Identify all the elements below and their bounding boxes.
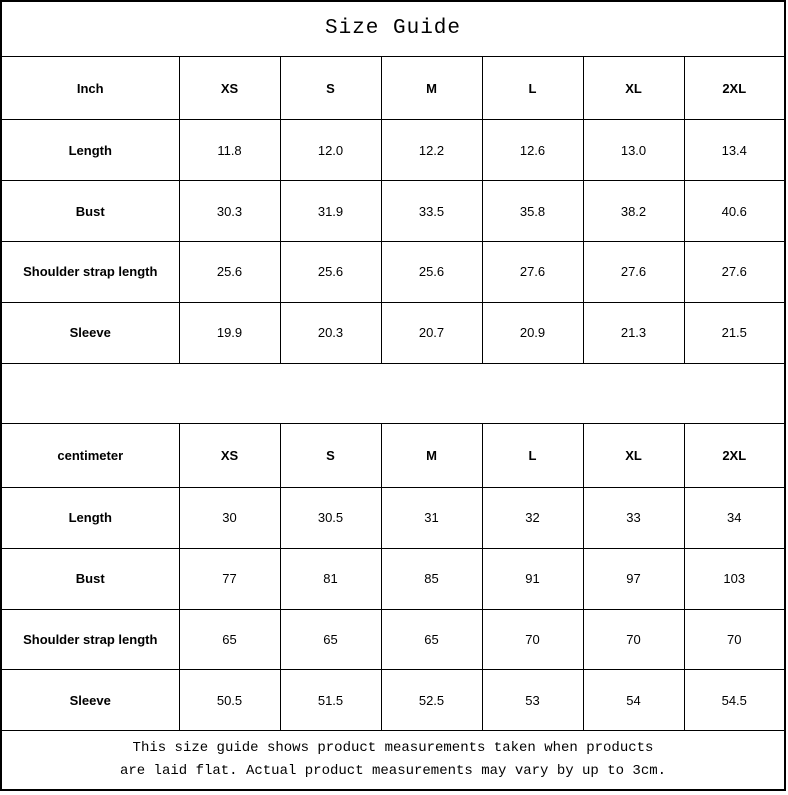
table-row-cm-shoulder-strap [1, 609, 785, 670]
value-cell: 27.6 [684, 242, 785, 303]
measure-label: Bust [1, 181, 179, 242]
size-header-xs: XS [179, 56, 280, 120]
value-cell: 70 [482, 609, 583, 670]
unit-header-inch: Inch [1, 56, 179, 120]
value-cell: 25.6 [179, 242, 280, 303]
value-cell: 97 [583, 548, 684, 609]
value-cell: 20.3 [280, 302, 381, 363]
value-cell: 77 [179, 548, 280, 609]
table-row-inch-length [1, 120, 785, 181]
value-cell: 27.6 [482, 242, 583, 303]
measure-label: Length [1, 120, 179, 181]
spacer-row [1, 363, 785, 424]
spacer-cell [1, 363, 785, 424]
page-title: Size Guide [1, 1, 785, 56]
size-header-l: L [482, 424, 583, 488]
measure-label: Bust [1, 548, 179, 609]
value-cell: 50.5 [179, 670, 280, 731]
value-cell: 11.8 [179, 120, 280, 181]
unit-header-centimeter: centimeter [1, 424, 179, 488]
value-cell: 54 [583, 670, 684, 731]
size-header-2xl: 2XL [684, 56, 785, 120]
value-cell: 33.5 [381, 181, 482, 242]
size-header-xs: XS [179, 424, 280, 488]
value-cell: 20.9 [482, 302, 583, 363]
table-row-cm-sleeve [1, 670, 785, 731]
value-cell: 33 [583, 488, 684, 549]
value-cell: 91 [482, 548, 583, 609]
size-header-xl: XL [583, 56, 684, 120]
value-cell: 30.5 [280, 488, 381, 549]
value-cell: 32 [482, 488, 583, 549]
value-cell: 52.5 [381, 670, 482, 731]
value-cell: 34 [684, 488, 785, 549]
measure-label: Shoulder strap length [1, 609, 179, 670]
value-cell: 54.5 [684, 670, 785, 731]
value-cell: 25.6 [280, 242, 381, 303]
inch-header-row [1, 56, 785, 120]
table-row-inch-sleeve [1, 302, 785, 363]
footer-row [1, 731, 785, 790]
value-cell: 12.2 [381, 120, 482, 181]
table-row-cm-bust [1, 548, 785, 609]
value-cell: 70 [684, 609, 785, 670]
value-cell: 65 [381, 609, 482, 670]
size-header-2xl: 2XL [684, 424, 785, 488]
value-cell: 65 [280, 609, 381, 670]
value-cell: 40.6 [684, 181, 785, 242]
footer-note-line2: are laid flat. Actual product measurements may vary by up to 3cm. [119, 763, 667, 780]
value-cell: 13.4 [684, 120, 785, 181]
size-header-s: S [280, 424, 381, 488]
value-cell: 12.0 [280, 120, 381, 181]
value-cell: 31 [381, 488, 482, 549]
value-cell: 27.6 [583, 242, 684, 303]
value-cell: 35.8 [482, 181, 583, 242]
size-header-m: M [381, 424, 482, 488]
table-row-cm-length [1, 488, 785, 549]
value-cell: 81 [280, 548, 381, 609]
table-row-inch-shoulder-strap [1, 242, 785, 303]
value-cell: 20.7 [381, 302, 482, 363]
value-cell: 12.6 [482, 120, 583, 181]
measure-label: Shoulder strap length [1, 242, 179, 303]
value-cell: 25.6 [381, 242, 482, 303]
table-row-inch-bust [1, 181, 785, 242]
value-cell: 53 [482, 670, 583, 731]
size-header-m: M [381, 56, 482, 120]
value-cell: 85 [381, 548, 482, 609]
value-cell: 13.0 [583, 120, 684, 181]
value-cell: 31.9 [280, 181, 381, 242]
value-cell: 30.3 [179, 181, 280, 242]
measure-label: Sleeve [1, 302, 179, 363]
size-header-xl: XL [583, 424, 684, 488]
value-cell: 21.3 [583, 302, 684, 363]
footer-note [1, 731, 785, 790]
value-cell: 21.5 [684, 302, 785, 363]
size-header-l: L [482, 56, 583, 120]
title-row [1, 1, 785, 56]
centimeter-header-row [1, 424, 785, 488]
value-cell: 103 [684, 548, 785, 609]
footer-note-line1: This size guide shows product measurements taken when products [132, 740, 654, 757]
value-cell: 51.5 [280, 670, 381, 731]
measure-label: Length [1, 488, 179, 549]
value-cell: 65 [179, 609, 280, 670]
value-cell: 19.9 [179, 302, 280, 363]
value-cell: 38.2 [583, 181, 684, 242]
value-cell: 30 [179, 488, 280, 549]
measure-label: Sleeve [1, 670, 179, 731]
size-header-s: S [280, 56, 381, 120]
value-cell: 70 [583, 609, 684, 670]
